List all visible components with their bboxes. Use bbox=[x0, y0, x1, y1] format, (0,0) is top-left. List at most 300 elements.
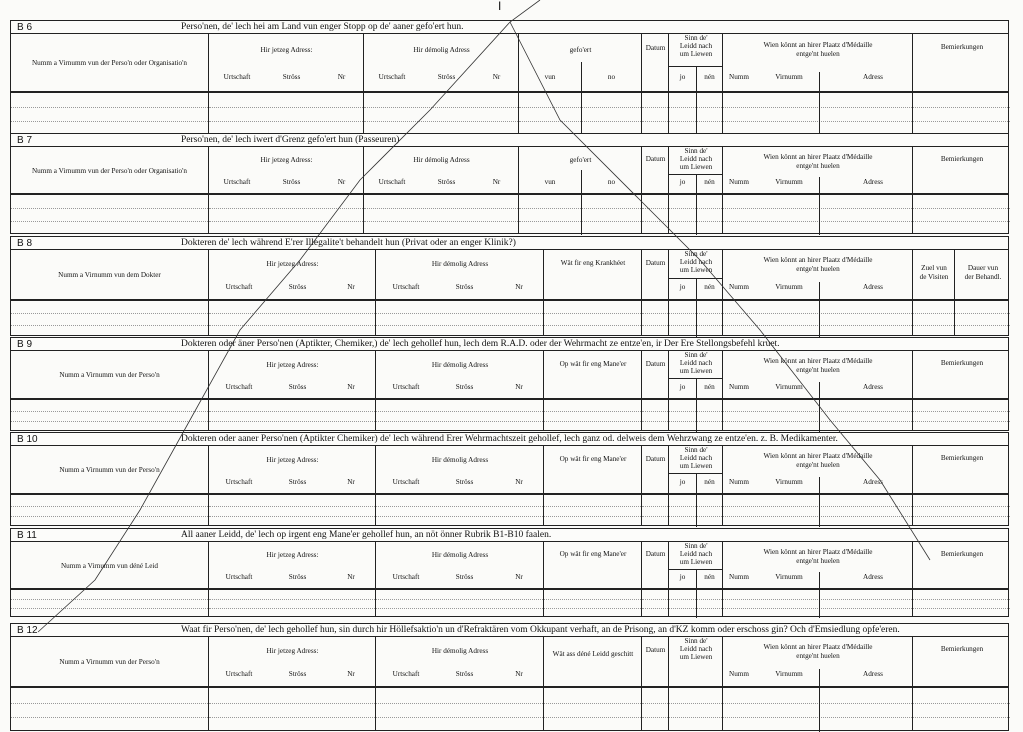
medal-firstname-label: Virnumm bbox=[775, 178, 803, 186]
yes-label: jo bbox=[679, 573, 686, 581]
section-title-bar bbox=[10, 528, 1009, 542]
duration-label-1: Dauer vun bbox=[967, 264, 999, 272]
header-row bbox=[10, 250, 1009, 300]
writing-line bbox=[723, 717, 912, 718]
entry-col-3[interactable] bbox=[543, 590, 641, 616]
entry-col-2[interactable] bbox=[375, 301, 543, 335]
entry-col-5[interactable] bbox=[668, 400, 722, 430]
medal-address-label: Adress bbox=[863, 383, 883, 391]
writing-line bbox=[669, 703, 722, 704]
entry-col-3[interactable] bbox=[543, 301, 641, 335]
header-col-4 bbox=[641, 351, 668, 398]
entry-col-5[interactable] bbox=[668, 93, 722, 133]
place-label: Urtschaft bbox=[225, 283, 253, 291]
yes-no-divider bbox=[696, 93, 697, 135]
alive-label-1: Sinn de' bbox=[684, 446, 708, 454]
writing-line bbox=[544, 599, 641, 600]
section-title: Dokteren oder aaner Perso'nen (Aptikter Chemiker) de' lech während Erer Wehrmachtszeit gehollef, lech ganz od. delweis dem Wehrzwang ze entze'en. z. B. Medikamenter. bbox=[181, 434, 838, 444]
remarks-label: Bemierkungen bbox=[940, 550, 984, 558]
yes-label: jo bbox=[679, 478, 686, 486]
entry-col-0[interactable] bbox=[11, 688, 208, 730]
header-col-1 bbox=[208, 637, 375, 686]
header-col-7 bbox=[912, 637, 1010, 686]
entry-col-2[interactable] bbox=[375, 590, 543, 616]
alive-label-3: um Liewen bbox=[679, 558, 713, 566]
medal-address-label: Adress bbox=[863, 573, 883, 581]
medal-divider bbox=[819, 177, 820, 194]
writing-line bbox=[642, 599, 668, 600]
writing-line bbox=[209, 516, 375, 517]
writing-line bbox=[11, 411, 208, 412]
entry-col-2[interactable] bbox=[375, 400, 543, 430]
section-number: B 6 bbox=[17, 22, 33, 33]
header-col-1 bbox=[208, 351, 375, 398]
what-happened-label: Wät ass déné Leidd geschitt bbox=[552, 650, 634, 658]
driven-label: gefo'ert bbox=[569, 156, 592, 164]
entry-col-2[interactable] bbox=[375, 688, 543, 730]
writing-line bbox=[544, 313, 641, 314]
entry-col-0[interactable] bbox=[11, 495, 208, 525]
number-label: Nr bbox=[347, 383, 355, 391]
medal-label-1: Wien könnt an hirer Plaatz d'Médaille bbox=[763, 256, 873, 264]
entry-rows bbox=[10, 589, 1009, 617]
old-address-label: Hir démolig Adress bbox=[431, 647, 489, 655]
section-b10 bbox=[10, 432, 1009, 526]
writing-line bbox=[669, 717, 722, 718]
entry-col-3[interactable] bbox=[518, 195, 641, 233]
remarks-label: Bemierkungen bbox=[940, 155, 984, 163]
section-title-bar bbox=[10, 432, 1009, 446]
from-to-divider bbox=[581, 93, 582, 135]
alive-label-1: Sinn de' bbox=[684, 351, 708, 359]
remarks-label: Bemierkungen bbox=[940, 359, 984, 367]
entry-rows bbox=[10, 494, 1009, 526]
medal-divider bbox=[819, 93, 820, 135]
entry-col-1[interactable] bbox=[208, 195, 363, 233]
place-label: Urtschaft bbox=[225, 573, 253, 581]
yes-no-divider bbox=[696, 590, 697, 618]
writing-line bbox=[723, 121, 912, 122]
section-b7 bbox=[10, 133, 1009, 234]
writing-line bbox=[11, 506, 208, 507]
medal-address-label: Adress bbox=[863, 178, 883, 186]
place-label: Urtschaft bbox=[392, 478, 420, 486]
from-label: vun bbox=[544, 178, 556, 186]
yes-no-divider bbox=[696, 66, 697, 92]
number-label: Nr bbox=[347, 573, 355, 581]
entry-col-0[interactable] bbox=[11, 400, 208, 430]
entry-col-7[interactable] bbox=[912, 195, 1010, 233]
writing-line bbox=[913, 221, 1010, 222]
header-col-2 bbox=[363, 147, 518, 193]
writing-line bbox=[642, 421, 668, 422]
header-col-4 bbox=[641, 250, 668, 299]
writing-line bbox=[11, 107, 208, 108]
writing-line bbox=[209, 411, 375, 412]
entry-col-2[interactable] bbox=[363, 195, 518, 233]
entry-col-4[interactable] bbox=[641, 195, 668, 233]
entry-col-1[interactable] bbox=[208, 495, 375, 525]
entry-col-4[interactable] bbox=[641, 590, 668, 616]
writing-line bbox=[642, 411, 668, 412]
old-address-label: Hir démolig Adress bbox=[413, 46, 470, 54]
writing-line bbox=[723, 599, 912, 600]
illness-label: Wät fir eng Krankhéet bbox=[560, 259, 626, 267]
medal-label-1: Wien könnt an hirer Plaatz d'Médaille bbox=[763, 452, 873, 460]
header-col-1 bbox=[208, 542, 375, 588]
entry-col-7[interactable] bbox=[912, 301, 954, 335]
writing-line bbox=[723, 506, 912, 507]
street-label: Ströss bbox=[455, 478, 474, 486]
date-label: Datum bbox=[645, 360, 666, 368]
writing-line bbox=[11, 121, 208, 122]
alive-label-2: Leidd nach bbox=[679, 42, 713, 50]
medal-label-2: entge'nt huelen bbox=[796, 162, 840, 170]
medal-divider bbox=[819, 301, 820, 337]
section-title-bar bbox=[10, 20, 1009, 34]
header-col-7 bbox=[912, 147, 1010, 193]
writing-line bbox=[544, 411, 641, 412]
entry-col-3[interactable] bbox=[543, 495, 641, 525]
section-title-bar bbox=[10, 623, 1009, 637]
medal-firstname-label: Virnumm bbox=[775, 383, 803, 391]
writing-line bbox=[723, 516, 912, 517]
medal-label-2: entge'nt huelen bbox=[796, 366, 840, 374]
place-label: Urtschaft bbox=[378, 178, 406, 186]
alive-label-2: Leidd nach bbox=[679, 550, 713, 558]
writing-line bbox=[209, 325, 375, 326]
duration-label-2: der Behandl. bbox=[964, 273, 1002, 281]
entry-col-4[interactable] bbox=[641, 301, 668, 335]
entry-col-0[interactable] bbox=[11, 195, 208, 233]
header-col-7 bbox=[912, 542, 1010, 588]
no-label: nén bbox=[704, 178, 715, 186]
no-label: nén bbox=[704, 383, 715, 391]
number-label: Nr bbox=[515, 383, 523, 391]
header-col-5 bbox=[668, 147, 722, 193]
entry-rows bbox=[10, 300, 1009, 336]
medal-divider bbox=[819, 477, 820, 494]
header-col-1 bbox=[208, 34, 363, 91]
remarks-label: Bemierkungen bbox=[940, 43, 984, 51]
writing-line bbox=[209, 421, 375, 422]
entry-col-0[interactable] bbox=[11, 590, 208, 616]
medal-name-label: Numm bbox=[729, 178, 749, 186]
medal-name-label: Numm bbox=[729, 283, 749, 291]
writing-line bbox=[209, 121, 363, 122]
entry-col-3[interactable] bbox=[518, 93, 641, 133]
writing-line bbox=[544, 421, 641, 422]
medal-name-label: Numm bbox=[729, 670, 749, 678]
writing-line bbox=[364, 121, 518, 122]
medal-firstname-label: Virnumm bbox=[775, 283, 803, 291]
writing-line bbox=[209, 608, 375, 609]
yes-no-divider bbox=[696, 378, 697, 399]
writing-line bbox=[642, 717, 668, 718]
writing-line bbox=[642, 221, 668, 222]
writing-line bbox=[544, 325, 641, 326]
entry-col-5[interactable] bbox=[668, 301, 722, 335]
entry-rows bbox=[10, 194, 1009, 234]
name-column-label: Numm a Virnumm vun der Perso'n bbox=[59, 658, 160, 666]
medal-address-label: Adress bbox=[863, 670, 883, 678]
number-label: Nr bbox=[337, 178, 346, 186]
entry-col-3[interactable] bbox=[543, 400, 641, 430]
writing-line bbox=[209, 208, 363, 209]
writing-line bbox=[209, 313, 375, 314]
writing-line bbox=[723, 325, 912, 326]
medal-name-label: Numm bbox=[729, 383, 749, 391]
date-label: Datum bbox=[645, 550, 666, 558]
number-label: Nr bbox=[515, 573, 523, 581]
header-col-0 bbox=[11, 351, 208, 398]
from-to-divider bbox=[581, 62, 582, 92]
yes-no-divider bbox=[696, 301, 697, 337]
entry-col-7[interactable] bbox=[912, 688, 1010, 730]
top-tick-mark: I bbox=[498, 0, 502, 13]
medal-firstname-label: Virnumm bbox=[775, 670, 803, 678]
writing-line bbox=[11, 313, 208, 314]
writing-line bbox=[913, 608, 1010, 609]
street-label: Ströss bbox=[455, 670, 474, 678]
header-col-3 bbox=[543, 250, 641, 299]
alive-label-2: Leidd nach bbox=[679, 359, 713, 367]
writing-line bbox=[209, 221, 363, 222]
number-label: Nr bbox=[515, 283, 523, 291]
header-col-3 bbox=[543, 351, 641, 398]
manner-label: Op wät fir eng Mane'er bbox=[559, 455, 627, 463]
entry-col-6[interactable] bbox=[722, 495, 912, 525]
entry-col-4[interactable] bbox=[641, 495, 668, 525]
header-col-6 bbox=[722, 147, 912, 193]
writing-line bbox=[913, 325, 954, 326]
number-label: Nr bbox=[492, 73, 501, 81]
alive-label-1: Sinn de' bbox=[684, 250, 708, 258]
date-label: Datum bbox=[645, 155, 666, 163]
yes-label: jo bbox=[679, 178, 686, 186]
writing-line bbox=[376, 325, 543, 326]
header-col-7 bbox=[912, 250, 954, 299]
writing-line bbox=[955, 325, 1010, 326]
header-col-4 bbox=[641, 542, 668, 588]
header-col-2 bbox=[375, 250, 543, 299]
yes-no-divider bbox=[696, 195, 697, 235]
medal-divider bbox=[819, 688, 820, 732]
street-label: Ströss bbox=[288, 573, 307, 581]
entry-col-8[interactable] bbox=[954, 301, 1010, 335]
street-label: Ströss bbox=[288, 670, 307, 678]
section-title: Dokteren de' lech während E'rer Illegalite't behandelt hun (Privat oder an enger Klinik?) bbox=[181, 238, 516, 248]
header-row bbox=[10, 637, 1009, 687]
entry-col-1[interactable] bbox=[208, 301, 375, 335]
medal-label-1: Wien könnt an hirer Plaatz d'Médaille bbox=[763, 643, 873, 651]
header-col-6 bbox=[722, 446, 912, 493]
street-label: Ströss bbox=[288, 383, 307, 391]
medal-firstname-label: Virnumm bbox=[775, 73, 803, 81]
medal-name-label: Numm bbox=[729, 573, 749, 581]
writing-line bbox=[209, 703, 375, 704]
writing-line bbox=[642, 703, 668, 704]
medal-divider bbox=[819, 590, 820, 618]
header-col-3 bbox=[518, 34, 641, 91]
no-label: nén bbox=[704, 478, 715, 486]
header-col-0 bbox=[11, 250, 208, 299]
alive-label-3: um Liewen bbox=[679, 266, 713, 274]
medal-label-2: entge'nt huelen bbox=[796, 50, 840, 58]
number-label: Nr bbox=[347, 283, 355, 291]
entry-col-6[interactable] bbox=[722, 93, 912, 133]
name-column-label: Numm a Virnumm vun déné Leid bbox=[60, 562, 159, 570]
name-column-label: Numm a Virnumm vun der Perso'n bbox=[59, 371, 160, 379]
old-address-label: Hir démolig Adress bbox=[431, 361, 489, 369]
header-row bbox=[10, 542, 1009, 589]
medal-name-label: Numm bbox=[729, 478, 749, 486]
header-row bbox=[10, 34, 1009, 92]
writing-line bbox=[913, 421, 1010, 422]
entry-col-6[interactable] bbox=[722, 301, 912, 335]
writing-line bbox=[913, 717, 1010, 718]
alive-label-2: Leidd nach bbox=[679, 258, 713, 266]
old-address-label: Hir démolig Adress bbox=[431, 551, 489, 559]
section-b12 bbox=[10, 623, 1009, 731]
entry-col-1[interactable] bbox=[208, 93, 363, 133]
medal-divider bbox=[819, 282, 820, 300]
medal-label-1: Wien könnt an hirer Plaatz d'Médaille bbox=[763, 357, 873, 365]
header-col-3 bbox=[518, 147, 641, 193]
section-b6 bbox=[10, 20, 1009, 134]
place-label: Urtschaft bbox=[225, 478, 253, 486]
header-col-7 bbox=[912, 351, 1010, 398]
section-title: Perso'nen, de' lech hei am Land vun enger Stopp op de' aaner gefo'ert hun. bbox=[181, 22, 464, 32]
writing-line bbox=[376, 421, 543, 422]
writing-line bbox=[376, 599, 543, 600]
header-col-6 bbox=[722, 637, 912, 686]
alive-label-1: Sinn de' bbox=[684, 542, 708, 550]
section-b9 bbox=[10, 337, 1009, 431]
entry-col-1[interactable] bbox=[208, 400, 375, 430]
from-label: vun bbox=[544, 73, 556, 81]
header-col-5 bbox=[668, 351, 722, 398]
medal-label-1: Wien könnt an hirer Plaatz d'Médaille bbox=[763, 153, 873, 161]
section-title: Perso'nen, de' lech iwert d'Grenz gefo'ert hun (Passeuren) bbox=[181, 135, 400, 145]
entry-col-1[interactable] bbox=[208, 590, 375, 616]
medal-divider bbox=[819, 669, 820, 687]
yes-no-divider bbox=[696, 174, 697, 194]
section-title: All aaner Leidd, de' lech op irgent eng Mane'er gehollef hun, an nöt önner Rubrik B1-B10 faalen. bbox=[181, 530, 552, 540]
writing-line bbox=[11, 703, 208, 704]
entry-col-6[interactable] bbox=[722, 400, 912, 430]
entry-col-7[interactable] bbox=[912, 400, 1010, 430]
place-label: Urtschaft bbox=[378, 73, 406, 81]
entry-col-5[interactable] bbox=[668, 195, 722, 233]
section-title-bar bbox=[10, 133, 1009, 147]
yes-no-divider bbox=[696, 400, 697, 432]
entry-col-7[interactable] bbox=[912, 590, 1010, 616]
section-number: B 8 bbox=[17, 238, 33, 249]
number-label: Nr bbox=[347, 478, 355, 486]
street-label: Ströss bbox=[455, 283, 474, 291]
entry-col-6[interactable] bbox=[722, 590, 912, 616]
writing-line bbox=[364, 107, 518, 108]
header-col-1 bbox=[208, 147, 363, 193]
writing-line bbox=[913, 506, 1010, 507]
entry-col-7[interactable] bbox=[912, 495, 1010, 525]
place-label: Urtschaft bbox=[223, 178, 251, 186]
street-label: Ströss bbox=[282, 73, 301, 81]
driven-label: gefo'ert bbox=[569, 46, 592, 54]
header-col-7 bbox=[912, 34, 1010, 91]
writing-line bbox=[913, 703, 1010, 704]
header-col-6 bbox=[722, 250, 912, 299]
entry-col-6[interactable] bbox=[722, 688, 912, 730]
current-address-label: Hir jetzeg Adress: bbox=[266, 551, 319, 559]
medal-label-2: entge'nt huelen bbox=[796, 652, 840, 660]
alive-label-2: Leidd nach bbox=[679, 454, 713, 462]
remarks-label: Bemierkungen bbox=[940, 454, 984, 462]
entry-col-5[interactable] bbox=[668, 590, 722, 616]
entry-col-7[interactable] bbox=[912, 93, 1010, 133]
medal-label-1: Wien könnt an hirer Plaatz d'Médaille bbox=[763, 41, 873, 49]
medal-divider bbox=[819, 495, 820, 527]
entry-col-1[interactable] bbox=[208, 688, 375, 730]
section-number: B 12 bbox=[17, 625, 38, 636]
old-address-label: Hir démolig Adress bbox=[413, 156, 470, 164]
header-col-3 bbox=[543, 637, 641, 686]
entry-col-2[interactable] bbox=[363, 93, 518, 133]
header-col-4 bbox=[641, 637, 668, 686]
entry-col-6[interactable] bbox=[722, 195, 912, 233]
entry-col-4[interactable] bbox=[641, 688, 668, 730]
writing-line bbox=[11, 325, 208, 326]
entry-col-0[interactable] bbox=[11, 93, 208, 133]
header-col-0 bbox=[11, 542, 208, 588]
writing-line bbox=[11, 421, 208, 422]
street-label: Ströss bbox=[437, 73, 456, 81]
writing-line bbox=[642, 325, 668, 326]
writing-line bbox=[376, 516, 543, 517]
writing-line bbox=[723, 703, 912, 704]
writing-line bbox=[364, 208, 518, 209]
alive-label-2: Leidd nach bbox=[679, 645, 713, 653]
writing-line bbox=[544, 516, 641, 517]
writing-line bbox=[376, 411, 543, 412]
section-title-bar bbox=[10, 236, 1009, 250]
section-number: B 11 bbox=[17, 530, 37, 541]
header-col-0 bbox=[11, 637, 208, 686]
section-title: Dokteren oder äner Perso'nen (Aptikter, Chemiker,) de' lech gehollef hun, lech dem R.A.D. oder der Wehrmacht ze entze'en, ir Der Ere Stellongsbefehl kruet. bbox=[181, 339, 780, 349]
header-col-4 bbox=[641, 34, 668, 91]
entry-col-4[interactable] bbox=[641, 400, 668, 430]
entry-col-3[interactable] bbox=[543, 688, 641, 730]
entry-col-5[interactable] bbox=[668, 495, 722, 525]
medal-divider bbox=[819, 400, 820, 432]
date-label: Datum bbox=[645, 646, 666, 654]
no-label: nén bbox=[704, 73, 715, 81]
header-col-8 bbox=[954, 250, 1010, 299]
entry-col-2[interactable] bbox=[375, 495, 543, 525]
date-label: Datum bbox=[645, 455, 666, 463]
entry-col-0[interactable] bbox=[11, 301, 208, 335]
entry-col-4[interactable] bbox=[641, 93, 668, 133]
medal-label-1: Wien könnt an hirer Plaatz d'Médaille bbox=[763, 548, 873, 556]
to-label: no bbox=[607, 178, 616, 186]
header-col-4 bbox=[641, 446, 668, 493]
header-col-2 bbox=[375, 542, 543, 588]
entry-col-5[interactable] bbox=[668, 688, 722, 730]
street-label: Ströss bbox=[437, 178, 456, 186]
remarks-label: Bemierkungen bbox=[940, 645, 984, 653]
writing-line bbox=[11, 608, 208, 609]
